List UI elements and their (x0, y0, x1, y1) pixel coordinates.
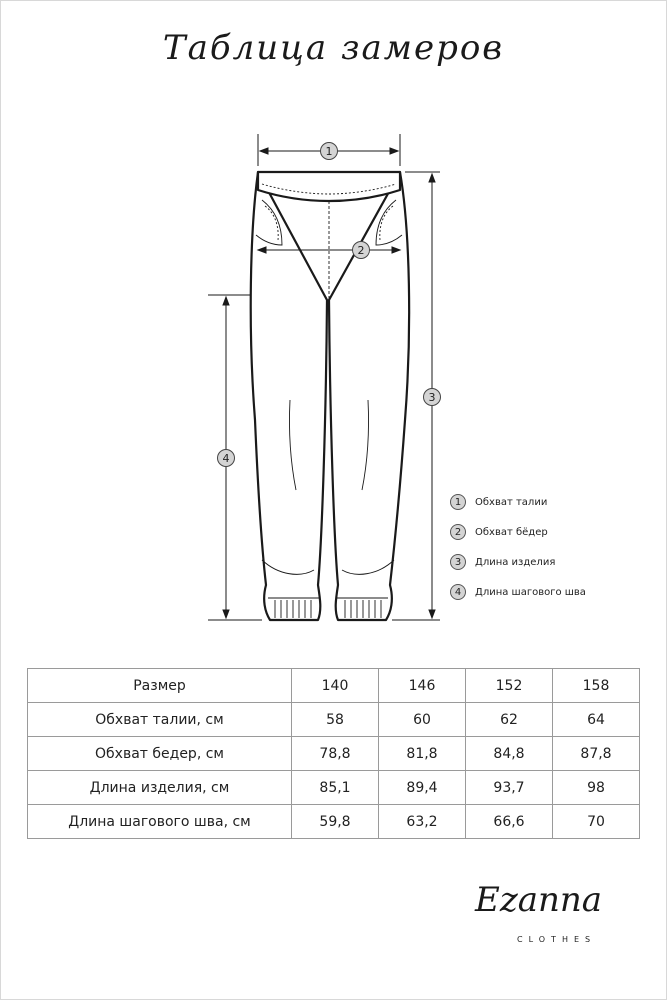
table-cell: 59,8 (292, 805, 379, 839)
table-header-cell: 152 (466, 669, 553, 703)
table-header-label: Размер (28, 669, 292, 703)
table-cell: 64 (553, 703, 640, 737)
table-row (28, 737, 640, 771)
table-cell: 70 (553, 805, 640, 839)
legend-label: Обхват талии (475, 496, 548, 508)
row-label: Длина изделия, см (28, 771, 292, 805)
page-title: Таблица замеров (162, 28, 505, 68)
table-row (28, 703, 640, 737)
legend-item (450, 582, 586, 602)
measurement-legend (450, 492, 586, 612)
legend-label: Обхват бёдер (475, 526, 548, 538)
svg-text:3: 3 (428, 391, 436, 404)
table-row (28, 805, 640, 839)
legend-number: 4 (450, 584, 466, 600)
measure-marker-1 (321, 143, 338, 160)
row-label: Длина шагового шва, см (28, 805, 292, 839)
table-cell: 60 (379, 703, 466, 737)
legend-label: Длина изделия (475, 556, 556, 568)
legend-number: 2 (450, 524, 466, 540)
table-cell: 81,8 (379, 737, 466, 771)
table-cell: 62 (466, 703, 553, 737)
row-label: Обхват талии, см (28, 703, 292, 737)
measure-marker-4 (218, 450, 235, 467)
brand-subtitle: CLOTHES (517, 935, 597, 944)
pants-outline (251, 172, 409, 620)
brand-name: Ezanna (475, 880, 603, 920)
table-cell: 58 (292, 703, 379, 737)
brand-logo (475, 880, 635, 965)
measure-marker-2 (353, 242, 370, 259)
table-cell: 84,8 (466, 737, 553, 771)
table-header-cell: 146 (379, 669, 466, 703)
table-cell: 98 (553, 771, 640, 805)
table-cell: 78,8 (292, 737, 379, 771)
table-row (28, 771, 640, 805)
svg-text:2: 2 (357, 244, 365, 257)
measure-marker-3 (424, 389, 441, 406)
legend-label: Длина шагового шва (475, 586, 586, 598)
size-table (27, 668, 640, 839)
table-cell: 87,8 (553, 737, 640, 771)
table-cell: 63,2 (379, 805, 466, 839)
table-cell: 89,4 (379, 771, 466, 805)
row-label: Обхват бедер, см (28, 737, 292, 771)
legend-item (450, 552, 586, 572)
table-cell: 66,6 (466, 805, 553, 839)
svg-text:4: 4 (222, 452, 230, 465)
table-header-cell: 158 (553, 669, 640, 703)
table-cell: 85,1 (292, 771, 379, 805)
svg-text:1: 1 (325, 145, 333, 158)
legend-number: 3 (450, 554, 466, 570)
table-header-cell: 140 (292, 669, 379, 703)
legend-item (450, 522, 586, 542)
legend-item (450, 492, 586, 512)
table-header-row (28, 669, 640, 703)
legend-number: 1 (450, 494, 466, 510)
table-cell: 93,7 (466, 771, 553, 805)
